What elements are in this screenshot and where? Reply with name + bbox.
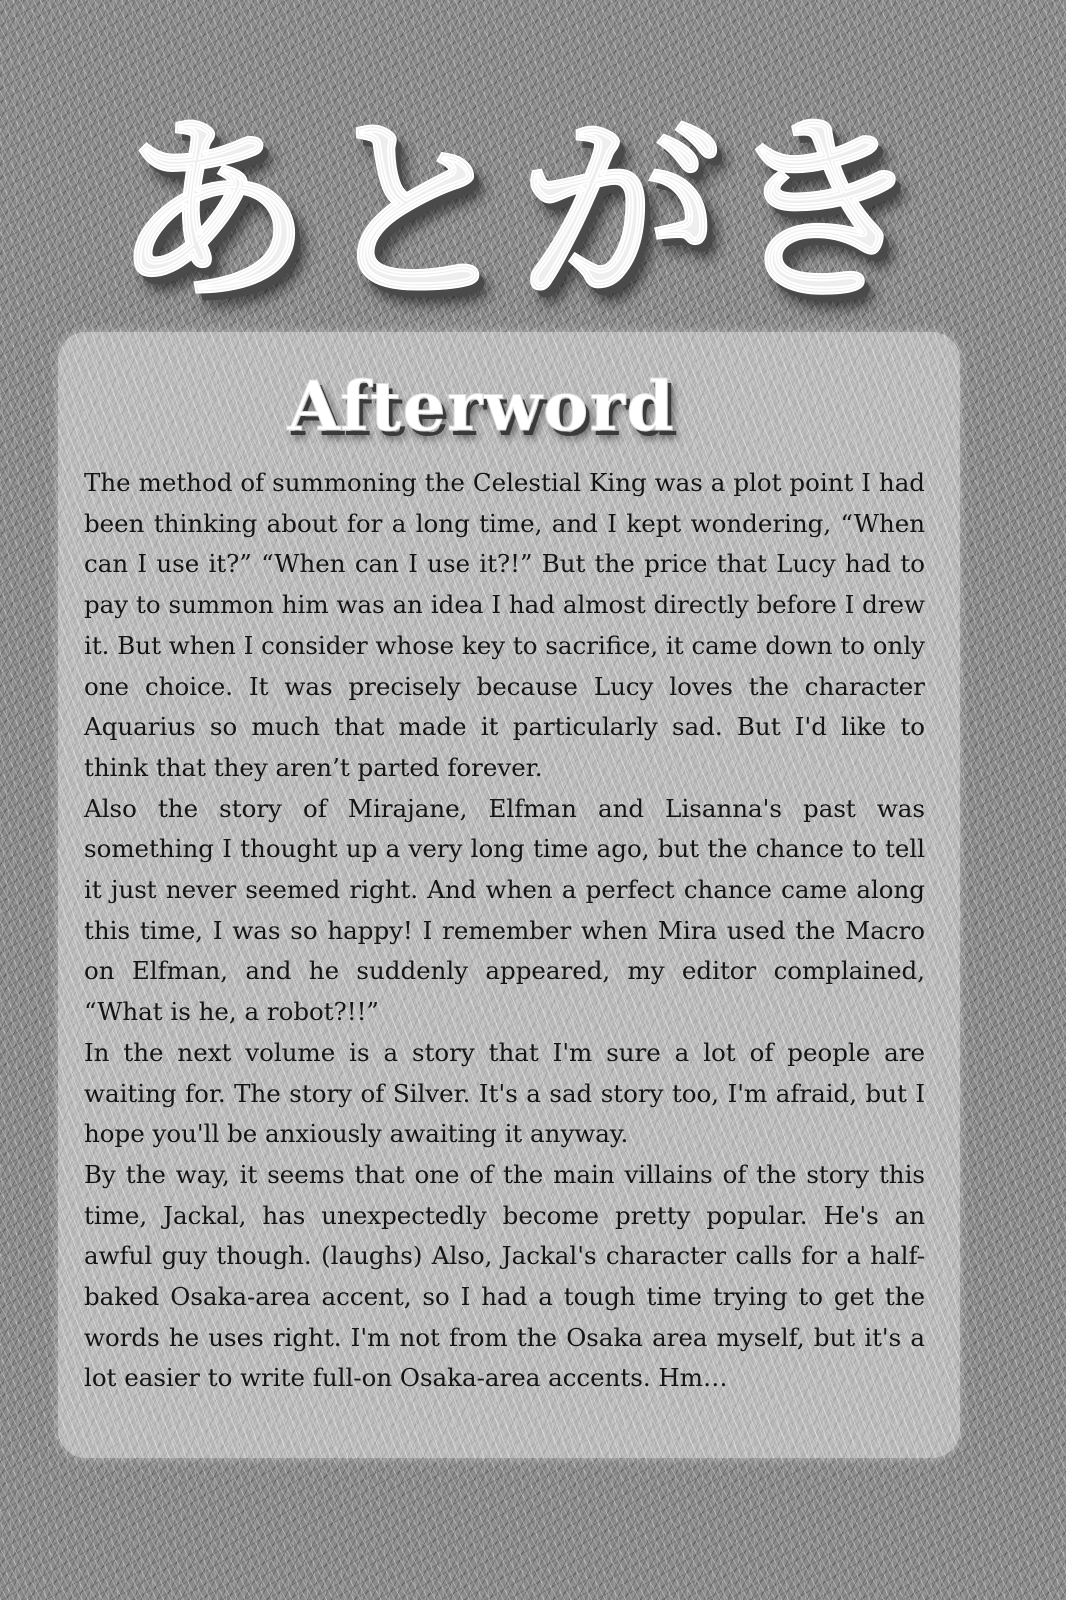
afterword-body bbox=[84, 463, 925, 1399]
paragraph-4: By the way, it seems that one of the main villains of the story this time, Jackal, has unexpectedly become pretty popular. He's an awful guy though. (laughs) Also, Jackal's character calls for a half-baked Osaka-area accent, so I had a tough time trying to get the words he uses right. I'm not from the Osaka area myself, but it's a lot easier to write full-on Osaka-area accents. Hm… bbox=[84, 1159, 925, 1393]
afterword-heading: Afterword bbox=[287, 367, 675, 447]
japanese-title: あとがき bbox=[111, 96, 928, 329]
paragraph-1: The method of summoning the Celestial King was a plot point I had been thinking about for a long time, and I kept wondering, “When can I use it?” “When can I use it?!” But the price that Lucy had to pay to summon him was an idea I had almost directly before I drew it. But when I consider whose key to sacrifice, it came down to only one choice. It was precisely because Lucy loves the character Aquarius so much that made it particularly sad. But I'd like to think that they aren’t parted forever. bbox=[84, 468, 925, 782]
paragraph-3: In the next volume is a story that I'm sure a lot of people are waiting for. The story of Silver. It's a sad story too, I'm afraid, but I hope you'll be anxiously awaiting it anyway. bbox=[84, 1037, 925, 1149]
paragraph-2: Also the story of Mirajane, Elfman and Lisanna's past was something I thought up a very long time ago, but the chance to tell it just never seemed right. And when a perfect chance came along this time, I was so happy! I remember when Mira used the Macro on Elfman, and he suddenly appeared, my editor complained, “What is he, a robot?!!” bbox=[84, 793, 925, 1027]
